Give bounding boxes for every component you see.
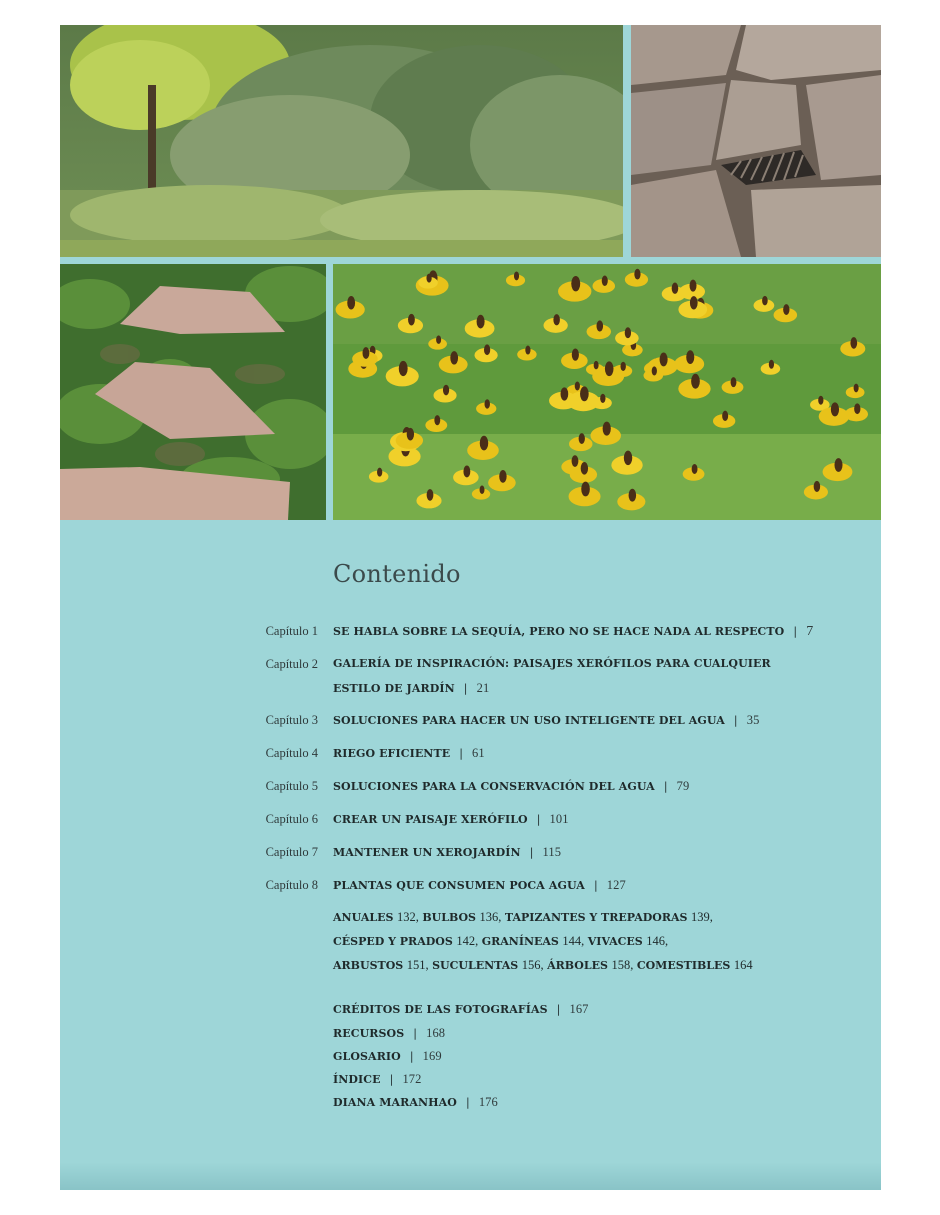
page-number: 35	[746, 713, 760, 727]
page-number: 156,	[521, 958, 544, 972]
chapter-label: Capítulo 5	[265, 779, 318, 793]
chapter-title[interactable]	[333, 845, 561, 860]
subsection-name[interactable]: CÉSPED Y PRADOS	[333, 935, 453, 948]
chapter-title[interactable]	[333, 779, 689, 794]
chapter-label: Capítulo 1	[265, 624, 318, 638]
backmatter-entry[interactable]	[333, 1026, 445, 1041]
chapter-title-text: SOLUCIONES PARA LA CONSERVACIÓN DEL AGUA	[333, 780, 655, 793]
flower-cone	[594, 361, 599, 369]
separator: |	[556, 1003, 561, 1016]
flower-cone	[477, 315, 485, 329]
chapter-title-text: SE HABLA SOBRE LA SEQUÍA, PERO NO SE HACE NADA AL RESPECTO	[333, 625, 785, 638]
flower-cone	[426, 274, 431, 283]
separator: |	[389, 1073, 394, 1086]
page-number: 158,	[611, 958, 634, 972]
chapter-label: Capítulo 6	[265, 812, 318, 826]
photo-yellow-coneflowers	[333, 264, 881, 520]
flower-cone	[434, 415, 440, 425]
flower-cone	[605, 361, 614, 376]
flower-cone	[581, 482, 590, 497]
flower-cone	[692, 464, 698, 474]
subsection-name[interactable]: BULBOS	[422, 911, 476, 924]
flower-cone	[499, 470, 506, 483]
chapter-title-text: CREAR UN PAISAJE XERÓFILO	[333, 813, 528, 826]
subsection-name[interactable]: VIVACES	[587, 935, 643, 948]
flower-cone	[620, 362, 625, 371]
chapter-title[interactable]	[333, 812, 569, 827]
backmatter-title: DIANA MARANHAO	[333, 1096, 457, 1109]
chapter-title-text: RIEGO EFICIENTE	[333, 747, 451, 760]
flower-cone	[347, 296, 355, 309]
flower-cone	[399, 361, 408, 376]
subsection-name[interactable]: ANUALES	[333, 911, 394, 924]
flower-cone	[484, 344, 490, 355]
chapter-label: Capítulo 8	[265, 878, 318, 892]
flower-cone	[818, 396, 823, 405]
page-number: 169	[422, 1049, 442, 1063]
subsection-line	[333, 934, 668, 949]
chapter-title[interactable]	[333, 746, 485, 761]
page-number: 136,	[479, 910, 502, 924]
subsection-name[interactable]: SUCULENTAS	[432, 959, 519, 972]
flower-cone	[629, 489, 637, 502]
flower-cone	[634, 269, 640, 280]
flower-cone	[571, 276, 580, 291]
page-number: 167	[569, 1002, 589, 1016]
separator: |	[793, 625, 798, 638]
flower-cone	[407, 428, 414, 441]
subsection-line	[333, 958, 753, 973]
flower-cone	[443, 385, 449, 396]
separator: |	[663, 780, 668, 793]
chapter-label: Capítulo 3	[265, 713, 318, 727]
flower-cone	[572, 348, 579, 360]
page-number: 115	[542, 845, 562, 859]
flower-cone	[408, 314, 415, 326]
chapter-label: Capítulo 2	[265, 657, 318, 671]
flower-cone	[783, 304, 789, 315]
chapter-title[interactable]	[333, 713, 759, 728]
chapter-title-text: SOLUCIONES PARA HACER UN USO INTELIGENTE DEL AGUA	[333, 714, 725, 727]
flower-cone	[525, 346, 530, 355]
backmatter-entry[interactable]	[333, 1049, 442, 1064]
page-number: 7	[806, 624, 814, 639]
photo-garden-shrubs	[60, 25, 623, 257]
flower-cone	[480, 486, 485, 494]
flower-cone	[600, 394, 605, 403]
backmatter-entry[interactable]	[333, 1095, 498, 1110]
subsection-name[interactable]: COMESTIBLES	[636, 959, 731, 972]
chapter-title[interactable]	[333, 657, 771, 670]
page-number: 151,	[406, 958, 429, 972]
chapter-title-text: PLANTAS QUE CONSUMEN POCA AGUA	[333, 879, 585, 892]
flower-cone	[596, 320, 603, 331]
chapter-title-text: ESTILO DE JARDÍN	[333, 682, 455, 695]
separator: |	[413, 1027, 418, 1040]
separator: |	[459, 747, 464, 760]
flower-cone	[690, 280, 697, 292]
subsection-line	[333, 910, 713, 925]
flower-cone	[485, 399, 490, 408]
flower-cone	[672, 283, 679, 294]
chapter-title-text: GALERÍA DE INSPIRACIÓN: PAISAJES XERÓFILOS PARA CUALQUIER	[333, 657, 771, 670]
subsection-name[interactable]: GRANÍNEAS	[481, 935, 559, 948]
page-number: 146,	[646, 934, 669, 948]
separator: |	[463, 682, 468, 695]
flower-cone	[652, 366, 657, 375]
flower-cone	[854, 384, 859, 393]
page-number: 168	[426, 1026, 446, 1040]
chapter-title[interactable]	[333, 624, 813, 640]
flower-cone	[831, 402, 839, 416]
flower-cone	[686, 350, 694, 364]
page-number: 21	[476, 681, 490, 695]
flower-cone	[581, 462, 588, 475]
backmatter-title: GLOSARIO	[333, 1050, 401, 1063]
page-title: Contenido	[333, 560, 461, 588]
flower-cone	[553, 314, 560, 325]
chapter-label: Capítulo 7	[265, 845, 318, 859]
flower-cone	[514, 271, 519, 280]
backmatter-entry[interactable]	[333, 1072, 422, 1087]
flower-cone	[731, 377, 737, 387]
chapter-title[interactable]	[333, 878, 626, 893]
flower-cone	[463, 466, 470, 478]
page-number: 144,	[562, 934, 585, 948]
flower-cone	[427, 489, 434, 501]
flower-cone	[575, 382, 580, 391]
flower-cone	[480, 436, 489, 451]
separator: |	[409, 1050, 414, 1063]
page-number: 79	[676, 779, 690, 793]
flower-cone	[762, 296, 768, 306]
backmatter-entry[interactable]	[333, 1002, 589, 1017]
page-number: 164	[733, 958, 753, 972]
page-number: 127	[606, 878, 626, 892]
photo-stepping-stones	[60, 264, 326, 520]
flower-cone	[691, 374, 700, 389]
page-number: 132,	[396, 910, 419, 924]
flower-cone	[625, 327, 631, 338]
flower-cone	[363, 347, 370, 359]
flower-cone	[850, 337, 857, 349]
page-number: 172	[402, 1072, 422, 1086]
subsection-name[interactable]: TAPIZANTES Y TREPADORAS	[504, 911, 688, 924]
page-number: 139,	[691, 910, 713, 924]
flower-cone	[561, 387, 569, 400]
separator: |	[593, 879, 598, 892]
separator: |	[733, 714, 738, 727]
flower-cone	[769, 360, 774, 369]
flower-cone	[603, 422, 611, 436]
page-number: 61	[472, 746, 485, 760]
backmatter-title: ÍNDICE	[333, 1073, 381, 1086]
photo-flagstone-drain	[631, 25, 881, 257]
flower-cone	[377, 468, 382, 477]
flower-cone	[572, 455, 579, 467]
backmatter-title: CRÉDITOS DE LAS FOTOGRAFÍAS	[333, 1003, 548, 1016]
flower-cone	[602, 276, 608, 286]
separator: |	[466, 1096, 470, 1109]
subsection-name[interactable]: ARBUSTOS	[333, 959, 404, 972]
backmatter-title: RECURSOS	[333, 1027, 405, 1040]
flower-cone	[624, 451, 632, 465]
flower-cone	[690, 296, 698, 309]
flower-cone	[722, 411, 728, 421]
flower-cone	[814, 481, 821, 492]
separator: |	[536, 813, 541, 826]
flower-cone	[834, 458, 842, 472]
subsection-name[interactable]: ÁRBOLES	[547, 959, 608, 972]
chapter-title-text: MANTENER UN XEROJARDÍN	[333, 846, 521, 859]
page-number: 176	[478, 1095, 498, 1109]
flower-cone	[450, 351, 458, 364]
page-number: 142,	[456, 934, 479, 948]
chapter-label: Capítulo 4	[265, 746, 318, 760]
flower-cone	[579, 433, 585, 444]
flower-cone	[854, 403, 860, 414]
flower-cone	[436, 335, 441, 344]
flower-cone	[660, 353, 668, 367]
chapter-title[interactable]	[333, 681, 489, 696]
page-number: 101	[549, 812, 569, 826]
flower-cone	[580, 386, 589, 401]
separator: |	[529, 846, 534, 859]
